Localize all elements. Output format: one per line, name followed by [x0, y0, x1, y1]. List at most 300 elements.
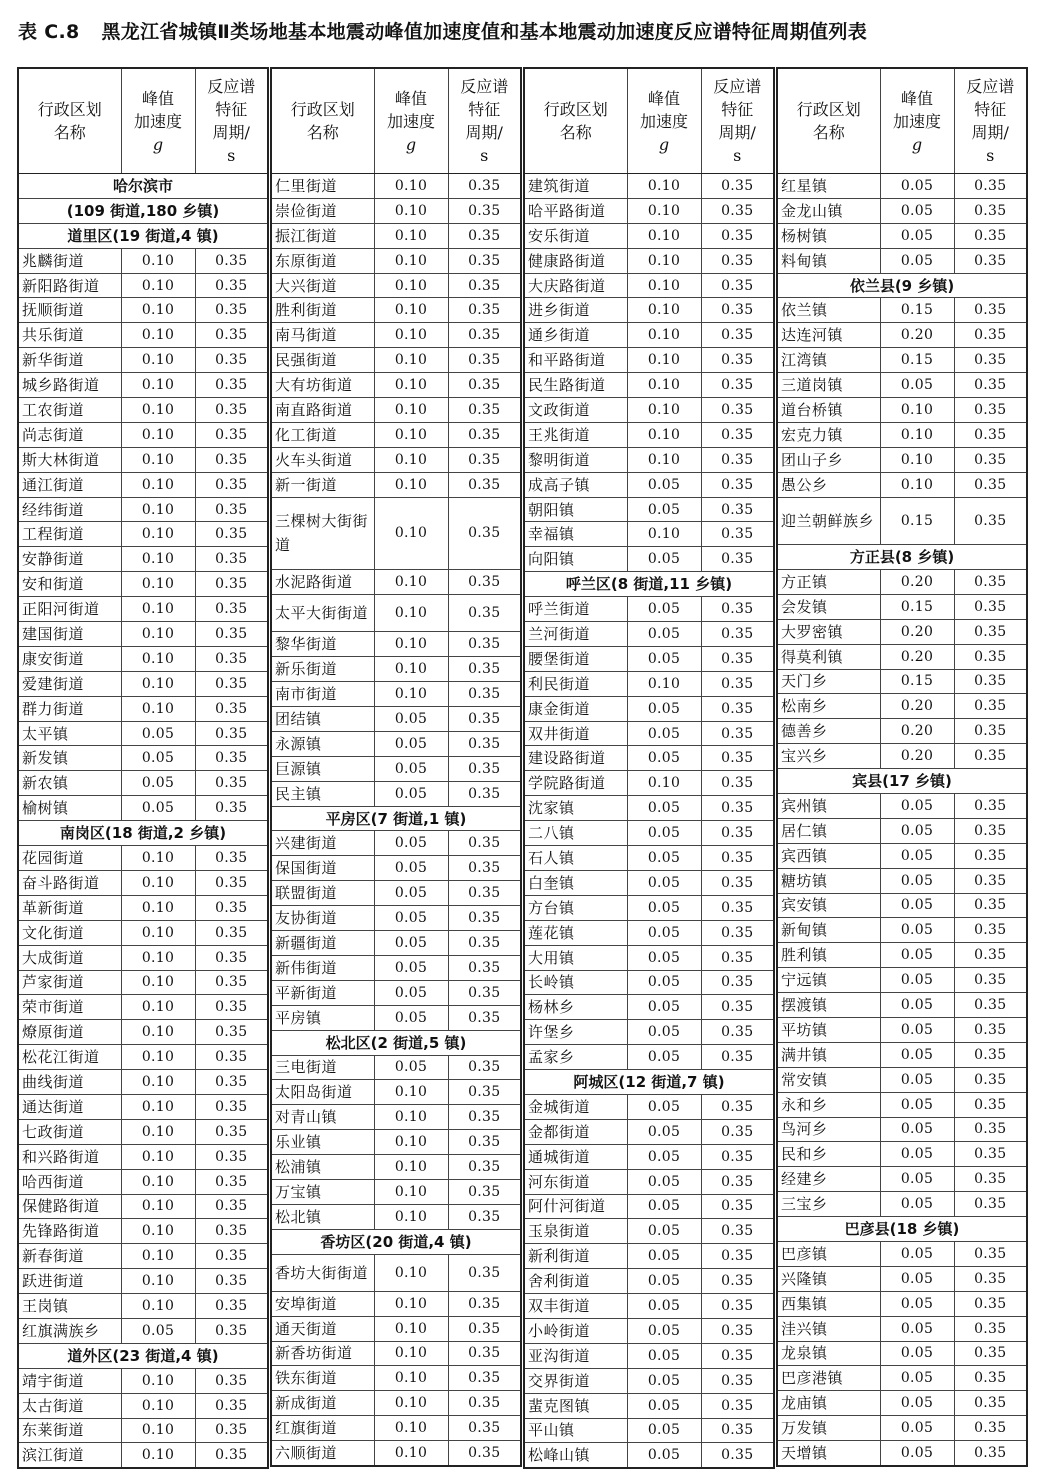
period-value: 0.35 [701, 398, 774, 423]
table-row [18, 1094, 268, 1119]
table-row [777, 1341, 1027, 1366]
division-name: 玉泉街道 [524, 1219, 627, 1244]
header-peak-unit: g [152, 134, 164, 154]
section-heading-row [18, 174, 268, 199]
division-name: 王兆街道 [524, 422, 627, 447]
division-name: 燎原街道 [18, 1020, 121, 1045]
table-row [524, 273, 774, 298]
table-row [524, 174, 774, 199]
period-value: 0.35 [954, 569, 1027, 594]
table-column-2 [270, 67, 522, 1467]
division-name: 西集镇 [777, 1291, 880, 1316]
table-row [271, 632, 521, 657]
peak-acceleration-value: 0.10 [374, 273, 448, 298]
division-name: 大庆路街道 [524, 273, 627, 298]
period-value: 0.35 [195, 1269, 268, 1294]
table-row [18, 796, 268, 821]
period-value: 0.35 [448, 781, 521, 806]
table-row [271, 1179, 521, 1204]
division-name: 大罗密镇 [777, 619, 880, 644]
table-row [524, 348, 774, 373]
division-name: 王岗镇 [18, 1294, 121, 1319]
division-name: 平坊镇 [777, 1017, 880, 1042]
table-row [777, 968, 1027, 993]
period-value: 0.35 [195, 1070, 268, 1095]
period-value: 0.35 [195, 522, 268, 547]
period-value: 0.35 [954, 818, 1027, 843]
section-heading: 阿城区(12 街道,7 镇) [524, 1070, 774, 1095]
period-value: 0.35 [448, 856, 521, 881]
header-name-line: 行政区划 [290, 100, 355, 119]
period-value: 0.35 [195, 398, 268, 423]
peak-acceleration-value: 0.05 [627, 721, 701, 746]
header-name-line: 行政区划 [543, 100, 608, 119]
division-name: 振江街道 [271, 223, 374, 248]
table-row [271, 472, 521, 497]
table-row [271, 980, 521, 1005]
header-peak-unit: g [911, 134, 923, 154]
peak-acceleration-value: 0.05 [627, 870, 701, 895]
peak-acceleration-value: 0.05 [880, 1241, 954, 1266]
table-row [18, 1269, 268, 1294]
peak-acceleration-value: 0.05 [880, 1142, 954, 1167]
division-name: 朝阳镇 [524, 497, 627, 522]
division-name: 摆渡镇 [777, 993, 880, 1018]
header-name [524, 68, 627, 174]
table-row [777, 569, 1027, 594]
section-heading: 南岗区(18 街道,2 乡镇) [18, 821, 268, 846]
period-value: 0.35 [954, 422, 1027, 447]
section-heading: (109 街道,180 乡镇) [18, 198, 268, 223]
division-name: 巴彦港镇 [777, 1366, 880, 1391]
peak-acceleration-value: 0.10 [374, 1316, 448, 1341]
division-name: 永源镇 [271, 731, 374, 756]
division-name: 鸟河乡 [777, 1117, 880, 1142]
table-row [777, 348, 1027, 373]
table-row [271, 373, 521, 398]
peak-acceleration-value: 0.05 [627, 1343, 701, 1368]
table-row [18, 1418, 268, 1443]
peak-acceleration-value: 0.10 [374, 248, 448, 273]
period-value: 0.35 [195, 771, 268, 796]
division-name: 东原街道 [271, 248, 374, 273]
table-row [18, 622, 268, 647]
division-name: 崇俭街道 [271, 198, 374, 223]
division-name: 通达街道 [18, 1094, 121, 1119]
division-name: 通江街道 [18, 472, 121, 497]
division-name: 仁里街道 [271, 174, 374, 199]
period-value: 0.35 [195, 746, 268, 771]
period-value: 0.35 [448, 906, 521, 931]
period-value: 0.35 [954, 198, 1027, 223]
peak-acceleration-value: 0.05 [374, 1005, 448, 1030]
section-heading-row [271, 1229, 521, 1254]
division-name: 双井街道 [524, 721, 627, 746]
peak-acceleration-value: 0.10 [121, 696, 195, 721]
division-name: 三道岗镇 [777, 373, 880, 398]
division-name: 进乡街道 [524, 298, 627, 323]
division-name: 胜利街道 [271, 298, 374, 323]
division-name: 愚公乡 [777, 472, 880, 497]
period-value: 0.35 [701, 547, 774, 572]
division-name: 芦家街道 [18, 970, 121, 995]
period-value: 0.35 [448, 1005, 521, 1030]
table-row [777, 918, 1027, 943]
division-name: 工程街道 [18, 522, 121, 547]
peak-acceleration-value: 0.10 [627, 223, 701, 248]
period-value: 0.35 [701, 1244, 774, 1269]
table-row [524, 970, 774, 995]
table-row [777, 943, 1027, 968]
division-name: 新农镇 [18, 771, 121, 796]
table-row [271, 707, 521, 732]
table-row [524, 771, 774, 796]
division-name: 奋斗路街道 [18, 870, 121, 895]
peak-acceleration-value: 0.10 [121, 1294, 195, 1319]
peak-acceleration-value: 0.10 [121, 945, 195, 970]
table-row [524, 398, 774, 423]
table-row [524, 1418, 774, 1443]
peak-acceleration-value: 0.10 [374, 570, 448, 595]
peak-acceleration-value: 0.10 [121, 348, 195, 373]
peak-acceleration-value: 0.10 [374, 398, 448, 423]
peak-acceleration-value: 0.15 [880, 497, 954, 544]
peak-acceleration-value: 0.10 [121, 398, 195, 423]
period-value: 0.35 [448, 682, 521, 707]
division-name: 迎兰朝鲜族乡 [777, 497, 880, 544]
peak-acceleration-value: 0.05 [880, 843, 954, 868]
peak-acceleration-value: 0.10 [627, 298, 701, 323]
peak-acceleration-value: 0.10 [374, 1416, 448, 1441]
table-row [271, 955, 521, 980]
division-name: 哈平路街道 [524, 198, 627, 223]
period-value: 0.35 [448, 1179, 521, 1204]
peak-acceleration-value: 0.10 [121, 1119, 195, 1144]
period-value: 0.35 [954, 1042, 1027, 1067]
division-name: 平山镇 [524, 1418, 627, 1443]
division-name: 团山子乡 [777, 447, 880, 472]
division-name: 建国街道 [18, 622, 121, 647]
period-value: 0.35 [701, 671, 774, 696]
period-value: 0.35 [954, 943, 1027, 968]
period-value: 0.35 [448, 398, 521, 423]
section-heading-row [271, 806, 521, 831]
period-value: 0.35 [701, 198, 774, 223]
division-name: 金城街道 [524, 1094, 627, 1119]
peak-acceleration-value: 0.10 [627, 522, 701, 547]
section-heading-row [777, 1217, 1027, 1242]
peak-acceleration-value: 0.05 [880, 198, 954, 223]
period-value: 0.35 [954, 1266, 1027, 1291]
peak-acceleration-value: 0.10 [121, 870, 195, 895]
table-row [524, 746, 774, 771]
peak-acceleration-value: 0.05 [627, 995, 701, 1020]
table-row [271, 1366, 521, 1391]
table-row [777, 447, 1027, 472]
peak-acceleration-value: 0.05 [627, 547, 701, 572]
peak-acceleration-value: 0.20 [880, 694, 954, 719]
header-period-line: 特征 [974, 100, 1007, 119]
division-name: 友协街道 [271, 906, 374, 931]
peak-acceleration-value: 0.10 [374, 595, 448, 632]
table-row [18, 597, 268, 622]
period-value: 0.35 [954, 968, 1027, 993]
period-value: 0.35 [701, 1368, 774, 1393]
table-row [271, 1080, 521, 1105]
period-value: 0.35 [448, 955, 521, 980]
division-name: 宝兴乡 [777, 744, 880, 769]
division-name: 三电街道 [271, 1055, 374, 1080]
division-name: 大成街道 [18, 945, 121, 970]
period-value: 0.35 [195, 447, 268, 472]
table-number: 表 C.8 [18, 21, 80, 43]
period-value: 0.35 [954, 1241, 1027, 1266]
table-row [524, 1219, 774, 1244]
period-value: 0.35 [954, 993, 1027, 1018]
peak-acceleration-value: 0.10 [627, 348, 701, 373]
division-name: 康金街道 [524, 696, 627, 721]
period-value: 0.35 [701, 1418, 774, 1443]
period-value: 0.35 [448, 1254, 521, 1291]
table-row [524, 721, 774, 746]
table-row [524, 597, 774, 622]
table-row [524, 821, 774, 846]
table-row [777, 1266, 1027, 1291]
division-name: 三宝乡 [777, 1192, 880, 1217]
period-value: 0.35 [195, 1194, 268, 1219]
table-row [271, 1316, 521, 1341]
period-value: 0.35 [701, 1020, 774, 1045]
division-name: 斯大林街道 [18, 447, 121, 472]
peak-acceleration-value: 0.10 [121, 572, 195, 597]
division-name: 石人镇 [524, 846, 627, 871]
period-value: 0.35 [701, 323, 774, 348]
period-value: 0.35 [701, 1393, 774, 1418]
table-row [524, 1020, 774, 1045]
division-name: 荣市街道 [18, 995, 121, 1020]
period-value: 0.35 [448, 323, 521, 348]
peak-acceleration-value: 0.10 [121, 1443, 195, 1468]
peak-acceleration-value: 0.10 [121, 547, 195, 572]
peak-acceleration-value: 0.05 [374, 980, 448, 1005]
table-row [524, 1194, 774, 1219]
header-peak-line: 峰值 [647, 88, 680, 108]
table-row [271, 1155, 521, 1180]
division-name: 德善乡 [777, 719, 880, 744]
table-row [18, 323, 268, 348]
period-value: 0.35 [954, 594, 1027, 619]
division-name: 舍利街道 [524, 1269, 627, 1294]
division-name: 城乡路街道 [18, 373, 121, 398]
table-row [524, 671, 774, 696]
period-value: 0.35 [701, 1194, 774, 1219]
table-row [524, 622, 774, 647]
header-peak-line: 峰值 [394, 88, 427, 108]
peak-acceleration-value: 0.05 [880, 223, 954, 248]
table-row [524, 696, 774, 721]
table-row [524, 1393, 774, 1418]
division-name: 天增镇 [777, 1441, 880, 1466]
peak-acceleration-value: 0.05 [880, 1167, 954, 1192]
table-row [524, 422, 774, 447]
section-heading: 香坊区(20 街道,4 镇) [271, 1229, 521, 1254]
division-name: 黎明街道 [524, 447, 627, 472]
header-peak-line: 加速度 [892, 111, 941, 131]
table-row [18, 746, 268, 771]
table-row [524, 1045, 774, 1070]
division-name: 南马街道 [271, 323, 374, 348]
peak-acceleration-value: 0.05 [374, 756, 448, 781]
period-value: 0.35 [701, 422, 774, 447]
period-value: 0.35 [954, 1291, 1027, 1316]
peak-acceleration-value: 0.05 [374, 955, 448, 980]
table-row [524, 895, 774, 920]
table-grid [17, 67, 1028, 1467]
division-name: 新利街道 [524, 1244, 627, 1269]
peak-acceleration-value: 0.10 [374, 1204, 448, 1229]
peak-acceleration-value: 0.10 [121, 1244, 195, 1269]
peak-acceleration-value: 0.10 [374, 1391, 448, 1416]
peak-acceleration-value: 0.10 [121, 248, 195, 273]
period-value: 0.35 [195, 597, 268, 622]
period-value: 0.35 [195, 1368, 268, 1393]
table-row [18, 920, 268, 945]
peak-acceleration-value: 0.05 [627, 1144, 701, 1169]
division-name: 跃进街道 [18, 1269, 121, 1294]
header-period-unit: s [733, 146, 742, 165]
division-name: 杨树镇 [777, 223, 880, 248]
period-value: 0.35 [701, 945, 774, 970]
section-heading: 道外区(23 街道,4 镇) [18, 1343, 268, 1368]
table-row [524, 522, 774, 547]
table-row [524, 373, 774, 398]
division-name: 爱建街道 [18, 671, 121, 696]
table-row [777, 422, 1027, 447]
peak-acceleration-value: 0.05 [627, 1318, 701, 1343]
peak-acceleration-value: 0.05 [880, 868, 954, 893]
peak-acceleration-value: 0.05 [374, 881, 448, 906]
period-value: 0.35 [701, 895, 774, 920]
table-row [524, 1318, 774, 1343]
table-row [777, 893, 1027, 918]
table-row [524, 995, 774, 1020]
table-row [524, 1094, 774, 1119]
division-name: 宾西镇 [777, 843, 880, 868]
table-row [271, 1005, 521, 1030]
table-row [271, 570, 521, 595]
peak-acceleration-value: 0.05 [880, 1316, 954, 1341]
division-name: 大有坊街道 [271, 373, 374, 398]
header-name-line: 名称 [559, 123, 592, 142]
division-name: 民强街道 [271, 348, 374, 373]
peak-acceleration-value: 0.15 [880, 298, 954, 323]
peak-acceleration-value: 0.10 [121, 846, 195, 871]
division-name: 太阳岛街道 [271, 1080, 374, 1105]
header-period-line: 周期/ [465, 123, 503, 142]
peak-acceleration-value: 0.10 [121, 597, 195, 622]
table-row [777, 644, 1027, 669]
peak-acceleration-value: 0.05 [627, 1194, 701, 1219]
period-value: 0.35 [195, 547, 268, 572]
period-value: 0.35 [448, 1316, 521, 1341]
division-name: 宏克力镇 [777, 422, 880, 447]
period-value: 0.35 [195, 422, 268, 447]
peak-acceleration-value: 0.05 [627, 1244, 701, 1269]
table-row [777, 993, 1027, 1018]
division-name: 团结镇 [271, 707, 374, 732]
header-name-line: 行政区划 [37, 100, 102, 119]
period-value: 0.35 [195, 671, 268, 696]
header-period-line: 周期/ [212, 123, 250, 142]
division-name: 胜利镇 [777, 943, 880, 968]
peak-acceleration-value: 0.05 [880, 1192, 954, 1217]
period-value: 0.35 [701, 920, 774, 945]
peak-acceleration-value: 0.10 [627, 373, 701, 398]
period-value: 0.35 [448, 1080, 521, 1105]
period-value: 0.35 [195, 1094, 268, 1119]
period-value: 0.35 [954, 719, 1027, 744]
division-name: 康安街道 [18, 646, 121, 671]
period-value: 0.35 [448, 348, 521, 373]
period-value: 0.35 [448, 472, 521, 497]
peak-acceleration-value: 0.05 [880, 918, 954, 943]
table-row [524, 1144, 774, 1169]
table-row [524, 298, 774, 323]
division-name: 达连河镇 [777, 323, 880, 348]
division-name: 亚沟街道 [524, 1343, 627, 1368]
table-row [777, 198, 1027, 223]
division-name: 松峰山镇 [524, 1443, 627, 1468]
header-peak-acceleration [880, 68, 954, 174]
peak-acceleration-value: 0.10 [374, 1366, 448, 1391]
table-row [777, 1416, 1027, 1441]
peak-acceleration-value: 0.05 [627, 696, 701, 721]
table-row [524, 472, 774, 497]
table-row [777, 398, 1027, 423]
division-name: 常安镇 [777, 1067, 880, 1092]
period-value: 0.35 [954, 1341, 1027, 1366]
table-row [777, 174, 1027, 199]
table-row [271, 931, 521, 956]
peak-acceleration-value: 0.05 [374, 831, 448, 856]
table-row [777, 1067, 1027, 1092]
peak-acceleration-value: 0.05 [627, 1094, 701, 1119]
period-value: 0.35 [701, 522, 774, 547]
period-value: 0.35 [195, 1045, 268, 1070]
table-row [18, 398, 268, 423]
table-row [18, 572, 268, 597]
peak-acceleration-value: 0.20 [880, 719, 954, 744]
peak-acceleration-value: 0.10 [627, 422, 701, 447]
table-row [271, 1291, 521, 1316]
peak-acceleration-value: 0.05 [627, 497, 701, 522]
division-name: 联盟街道 [271, 881, 374, 906]
period-value: 0.35 [954, 1366, 1027, 1391]
period-value: 0.35 [448, 422, 521, 447]
period-value: 0.35 [954, 323, 1027, 348]
division-name: 宾州镇 [777, 793, 880, 818]
header-period-line: 反应谱 [460, 77, 509, 96]
division-name: 对青山镇 [271, 1105, 374, 1130]
table-row [524, 1443, 774, 1468]
peak-acceleration-value: 0.10 [374, 373, 448, 398]
period-value: 0.35 [448, 1291, 521, 1316]
table-row [18, 1045, 268, 1070]
peak-acceleration-value: 0.10 [121, 1368, 195, 1393]
division-name: 新春街道 [18, 1244, 121, 1269]
table-row [777, 818, 1027, 843]
peak-acceleration-value: 0.10 [374, 1105, 448, 1130]
